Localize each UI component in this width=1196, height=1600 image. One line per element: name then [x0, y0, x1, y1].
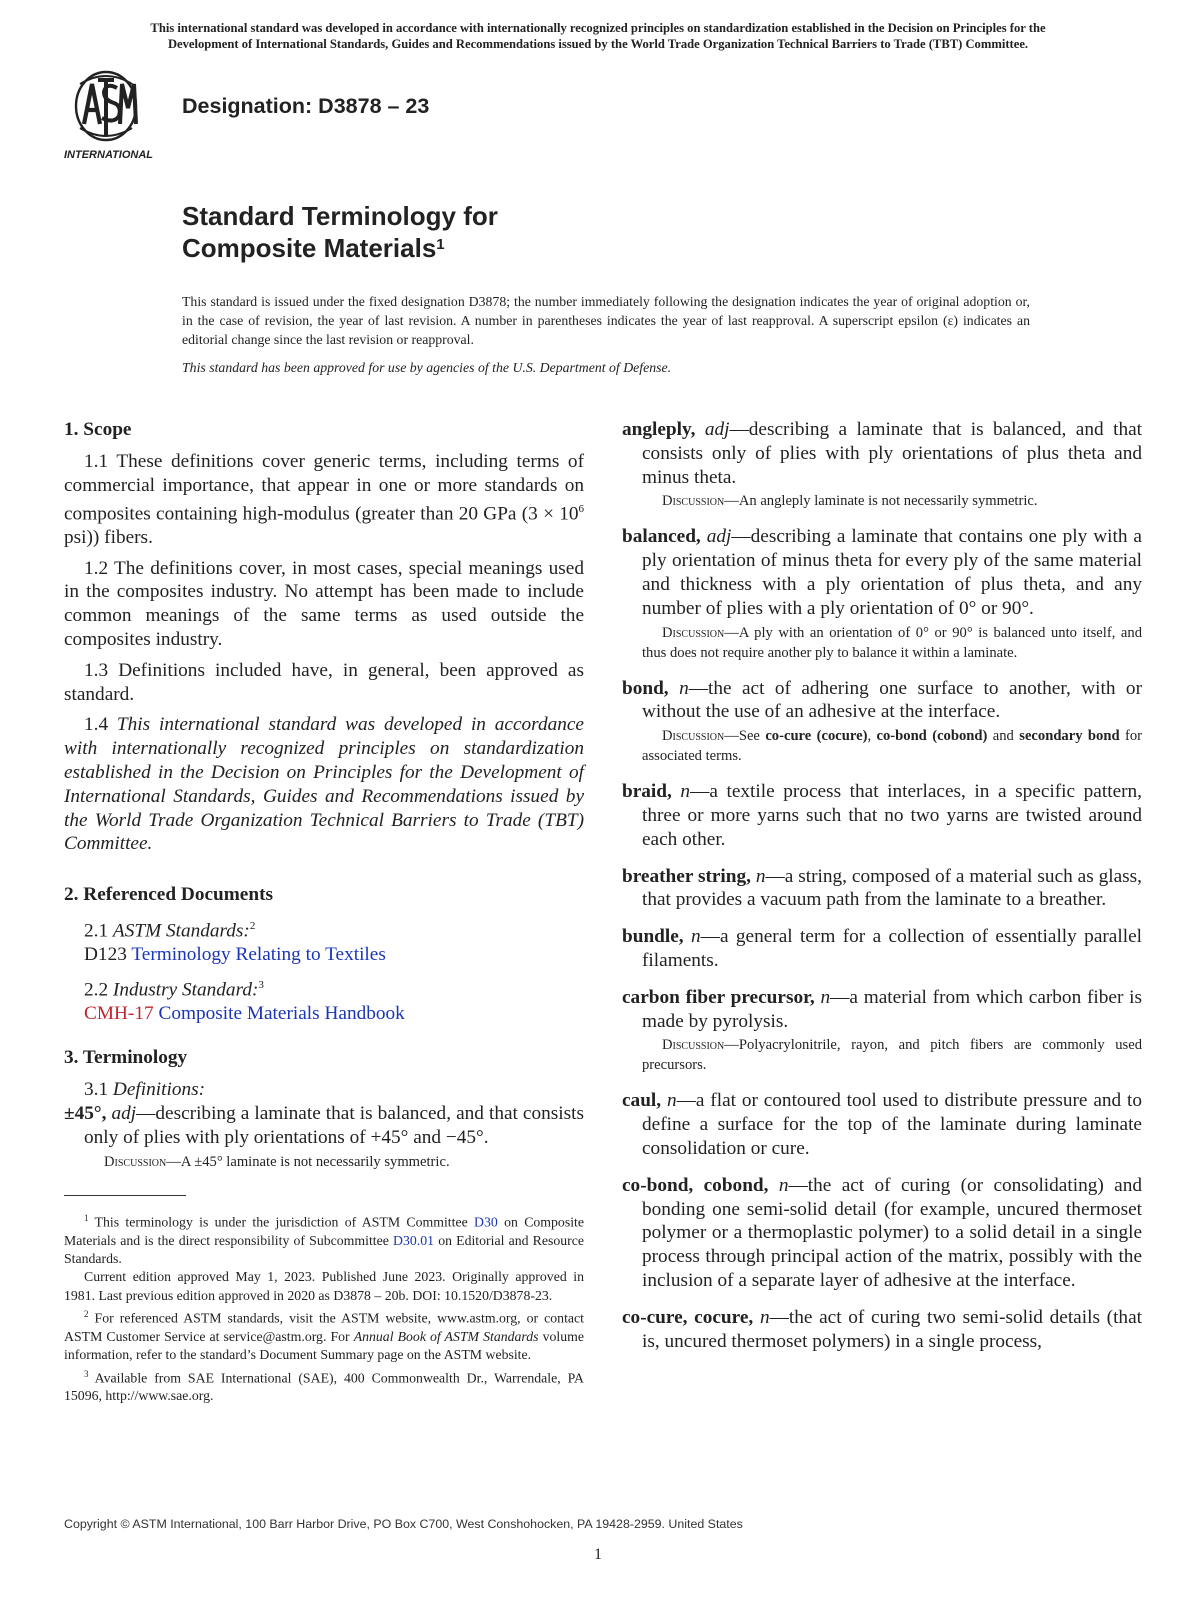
- terminology-3-1: [64, 1078, 584, 1102]
- term-angleply: [622, 418, 1142, 489]
- page-number: 1: [594, 1546, 602, 1563]
- term-bundle-pos: n: [691, 926, 701, 948]
- ref-cmh17-code[interactable]: CMH-17: [84, 1003, 154, 1025]
- term-bond-name: bond,: [622, 677, 669, 699]
- term-pm45: [64, 1102, 584, 1150]
- term-balanced-definition: —describing a laminate that contains one ply with a ply orientation of minus theta for every ply of the same material and thickness with a ply orientation of plus theta, and any number of plies with a ply orientation of 0° or 90°.: [642, 526, 1142, 619]
- term-angleply-discussion: [622, 491, 1142, 511]
- footnote-2-mark: 2: [84, 1309, 89, 1320]
- term-caul-pos: n: [666, 1090, 677, 1112]
- term-bundle: [622, 925, 1142, 973]
- scope-1-4-text: This international standard was developed in accordance with internationally recognized principles on standardization established in the Decision on Principles for the Development of International Standards, Guides and Recommendations issued by the World Trade Organization Technical Barriers to Trade (TBT) Committee.: [64, 714, 584, 855]
- footnote-rule: [64, 1195, 186, 1196]
- term-breather-string-pos: n: [755, 865, 766, 887]
- discussion-label: Discussion: [662, 493, 725, 510]
- discussion-label: Discussion: [662, 728, 725, 745]
- term-cocure-name: co-cure, cocure,: [622, 1306, 754, 1328]
- discussion-text: —A ±45° laminate is not necessarily symmetric.: [166, 1153, 450, 1170]
- refdocs-2-2: [64, 974, 584, 1002]
- scope-1-4: [64, 713, 584, 856]
- title-line-2: [182, 232, 498, 264]
- footnote-2-text: For referenced ASTM standards, visit the ASTM website, www.astm.org, or contact ASTM Customer Service at service@astm.org. For: [64, 1310, 584, 1344]
- term-carbon-fiber-precursor-discussion: [622, 1035, 1142, 1075]
- refdocs-2-2-label: Industry Standard:: [112, 979, 259, 1001]
- xref-cocure: co-cure (cocure): [765, 728, 868, 745]
- title-line-2-text: Composite Materials: [182, 233, 437, 263]
- term-breather-string-name: breather string,: [622, 865, 751, 887]
- copyright-line: Copyright © ASTM International, 100 Barr Harbor Drive, PO Box C700, West Conshohocken, PA 19428-2959. United States: [64, 1517, 743, 1531]
- footnote-1-mark: 1: [84, 1213, 89, 1223]
- term-cobond: [622, 1174, 1142, 1293]
- discussion-conjunction: and: [987, 728, 1020, 745]
- term-balanced: [622, 525, 1142, 620]
- logo-caption: INTERNATIONAL: [64, 149, 154, 161]
- footnote-ref-3: 3: [258, 979, 264, 992]
- ref-d123: [64, 943, 584, 967]
- footnote-1-text-3: on Editorial and Resource Standards.: [64, 1232, 584, 1267]
- ref-d123-link[interactable]: Terminology Relating to Textiles: [131, 944, 386, 966]
- term-breather-string: [622, 865, 1142, 913]
- subcommittee-d3001-link[interactable]: D30.01: [393, 1232, 435, 1248]
- xref-cobond: co-bond (cobond): [876, 728, 988, 745]
- term-angleply-name: angleply,: [622, 419, 696, 440]
- ref-cmh17: [64, 1002, 584, 1026]
- term-braid-name: braid,: [622, 781, 672, 803]
- wto-notice: [62, 20, 1134, 52]
- footnote-2: [64, 1305, 584, 1364]
- footnote-1: [64, 1209, 584, 1268]
- term-breather-string-definition: —a string, composed of a material such as glass, that provides a vacuum path from the laminate to a breather.: [642, 865, 1143, 911]
- footnote-3-text: Available from SAE International (SAE), 400 Commonwealth Dr., Warrendale, PA 15096, http://www.sae.org.: [64, 1370, 584, 1404]
- discussion-text: —See: [724, 728, 766, 745]
- title-line-1: Standard Terminology for: [182, 201, 498, 231]
- terminology-3-1-label: Definitions:: [112, 1079, 206, 1101]
- term-cocure-pos: n: [759, 1306, 770, 1328]
- discussion-label: Discussion: [104, 1153, 167, 1170]
- term-bundle-name: bundle,: [622, 926, 684, 948]
- astm-logo: [62, 70, 172, 162]
- discussion-text-end: for associated terms.: [642, 728, 1142, 765]
- term-bond-discussion: [622, 726, 1142, 766]
- document-title: [182, 200, 498, 264]
- refdocs-2-2-number: 2.2: [84, 979, 113, 1001]
- term-carbon-fiber-precursor-pos: n: [820, 986, 831, 1008]
- footnote-3: [64, 1365, 584, 1406]
- ref-cmh17-link[interactable]: Composite Materials Handbook: [153, 1003, 405, 1025]
- left-column: [64, 418, 584, 1186]
- xref-secondary-bond: secondary bond: [1019, 728, 1120, 745]
- term-balanced-name: balanced,: [622, 526, 701, 548]
- refdocs-2-1: [64, 915, 584, 943]
- term-carbon-fiber-precursor-definition: —a material from which carbon fiber is made by pyrolysis.: [642, 986, 1142, 1032]
- right-column: [622, 418, 1142, 1355]
- term-cobond-name: co-bond, cobond,: [622, 1174, 769, 1196]
- footnote-3-mark: 3: [84, 1368, 89, 1379]
- dod-approval-note: This standard has been approved for use by agencies of the U.S. Department of Defense.: [182, 360, 672, 375]
- discussion-separator: ,: [867, 728, 877, 745]
- terminology-heading: 3. Terminology: [64, 1047, 188, 1069]
- scope-1-1-text-end: psi)) fibers.: [64, 526, 153, 548]
- terminology-3-1-number: 3.1: [84, 1079, 113, 1101]
- term-caul: [622, 1089, 1142, 1160]
- term-balanced-pos: adj: [706, 526, 732, 548]
- term-carbon-fiber-precursor: [622, 986, 1142, 1034]
- term-cocure: [622, 1306, 1142, 1354]
- term-angleply-definition: —describing a laminate that is balanced, and that consists only of plies with ply orientations of plus theta and minus theta.: [642, 419, 1142, 488]
- term-pm45-definition: —describing a laminate that is balanced, and that consists only of plies with ply orientations of +45° and −45°.: [84, 1103, 584, 1148]
- term-cocure-definition: —the act of curing two semi-solid details (that is, uncured thermoset polymers) in a single process,: [642, 1306, 1142, 1352]
- footnote-ref-2: 2: [249, 920, 256, 933]
- footnote-1-edition: Current edition approved May 1, 2023. Published June 2023. Originally approved in 1981. Last previous edition approved in 2020 as D3878 – 20b. DOI: 10.1520/D3878-23.: [64, 1269, 584, 1303]
- term-cobond-pos: n: [778, 1174, 789, 1196]
- term-caul-name: caul,: [622, 1090, 662, 1112]
- notice-line-2: Development of International Standards, Guides and Recommendations issued by the World Trade Organization Technical Barriers to Trade (TBT) Committee.: [167, 37, 1029, 51]
- discussion-text: —A ply with an orientation of 0° or 90° is balanced unto itself, and thus does not require another ply to balance it within a laminate.: [642, 624, 1142, 661]
- title-footnote-mark: 1: [436, 236, 445, 253]
- footnote-2-book-title: Annual Book of ASTM Standards: [353, 1328, 539, 1344]
- refdocs-2-1-label: ASTM Standards:: [112, 920, 250, 942]
- refdocs-2-1-number: 2.1: [84, 920, 113, 942]
- term-braid: [622, 780, 1142, 851]
- scope-1-1-text: 1.1 These definitions cover generic terms, including terms of commercial importance, that appear in one or more standards on composites containing high-modulus (greater than 20 GPa (3 × 10: [64, 451, 584, 525]
- notice-line-1: This international standard was developed in accordance with internationally recognized principles on standardization established in the Decision on Principles for the: [150, 21, 1046, 35]
- term-bond-definition: —the act of adhering one surface to another, with or without the use of an adhesive at the interface.: [642, 677, 1142, 723]
- discussion-text: —Polyacrylonitrile, rayon, and pitch fibers are commonly used precursors.: [642, 1037, 1142, 1074]
- term-balanced-discussion: [622, 623, 1142, 663]
- term-braid-definition: —a textile process that interlaces, in a specific pattern, three or more yarns such that no two yarns are twisted around each other.: [642, 781, 1143, 850]
- committee-d30-link[interactable]: D30: [474, 1214, 498, 1230]
- term-angleply-pos: adj: [704, 419, 730, 440]
- refdocs-heading: 2. Referenced Documents: [64, 884, 274, 906]
- discussion-text: —An angleply laminate is not necessarily symmetric.: [724, 493, 1038, 510]
- scope-heading: 1. Scope: [64, 419, 132, 440]
- term-braid-pos: n: [680, 781, 691, 803]
- footnotes: [64, 1209, 584, 1406]
- term-pm45-name: ±45°,: [64, 1103, 107, 1124]
- discussion-label: Discussion: [662, 624, 725, 641]
- term-caul-definition: —a flat or contoured tool used to distribute pressure and to define a surface for the top of the laminate during laminate consolidation or cure.: [642, 1090, 1142, 1159]
- term-bond: [622, 677, 1142, 725]
- scope-1-1-exponent: 6: [578, 502, 584, 515]
- footnote-2-text-2: volume information, refer to the standard’s Document Summary page on the ASTM website.: [64, 1328, 584, 1363]
- discussion-label: Discussion: [662, 1037, 725, 1054]
- intro-paragraph: This standard is issued under the fixed designation D3878; the number immediately following the designation indicates the year of original adoption or, in the case of revision, the year of last revision. A number in parentheses indicates the year of last reapproval. A superscript epsilon (ε) indicates an editorial change since the last revision or reapproval.: [182, 294, 1030, 347]
- ref-d123-code: D123: [84, 944, 132, 966]
- term-pm45-pos: adj: [111, 1103, 137, 1124]
- term-cobond-definition: —the act of curing (or consolidating) and bonding one semi-solid detail (for example, uncured thermoset polymer or a thermoplastic polymer) to a solid detail in a single process through principal action of the matrix, possibly with the inclusion of a separate layer of adhesive at the interface.: [642, 1174, 1142, 1291]
- footnote-1-text: This terminology is under the jurisdiction of ASTM Committee: [88, 1214, 475, 1230]
- term-pm45-discussion: [64, 1152, 584, 1172]
- scope-1-1: [64, 450, 584, 550]
- designation: Designation: D3878 – 23: [182, 94, 430, 118]
- term-bundle-definition: —a general term for a collection of essentially parallel filaments.: [642, 926, 1142, 971]
- scope-1-2: 1.2 The definitions cover, in most cases, special meanings used in the composites industry. No attempt has been made to include common meanings of the same terms as used outside the composites industry.: [64, 557, 584, 650]
- term-bond-pos: n: [679, 677, 689, 699]
- footnote-1-text-2: on Composite Materials and is the direct responsibility of Subcommittee: [64, 1214, 584, 1248]
- term-carbon-fiber-precursor-name: carbon fiber precursor,: [622, 986, 815, 1008]
- scope-1-4-number: 1.4: [84, 714, 117, 736]
- scope-1-3: 1.3 Definitions included have, in general, been approved as standard.: [64, 659, 584, 705]
